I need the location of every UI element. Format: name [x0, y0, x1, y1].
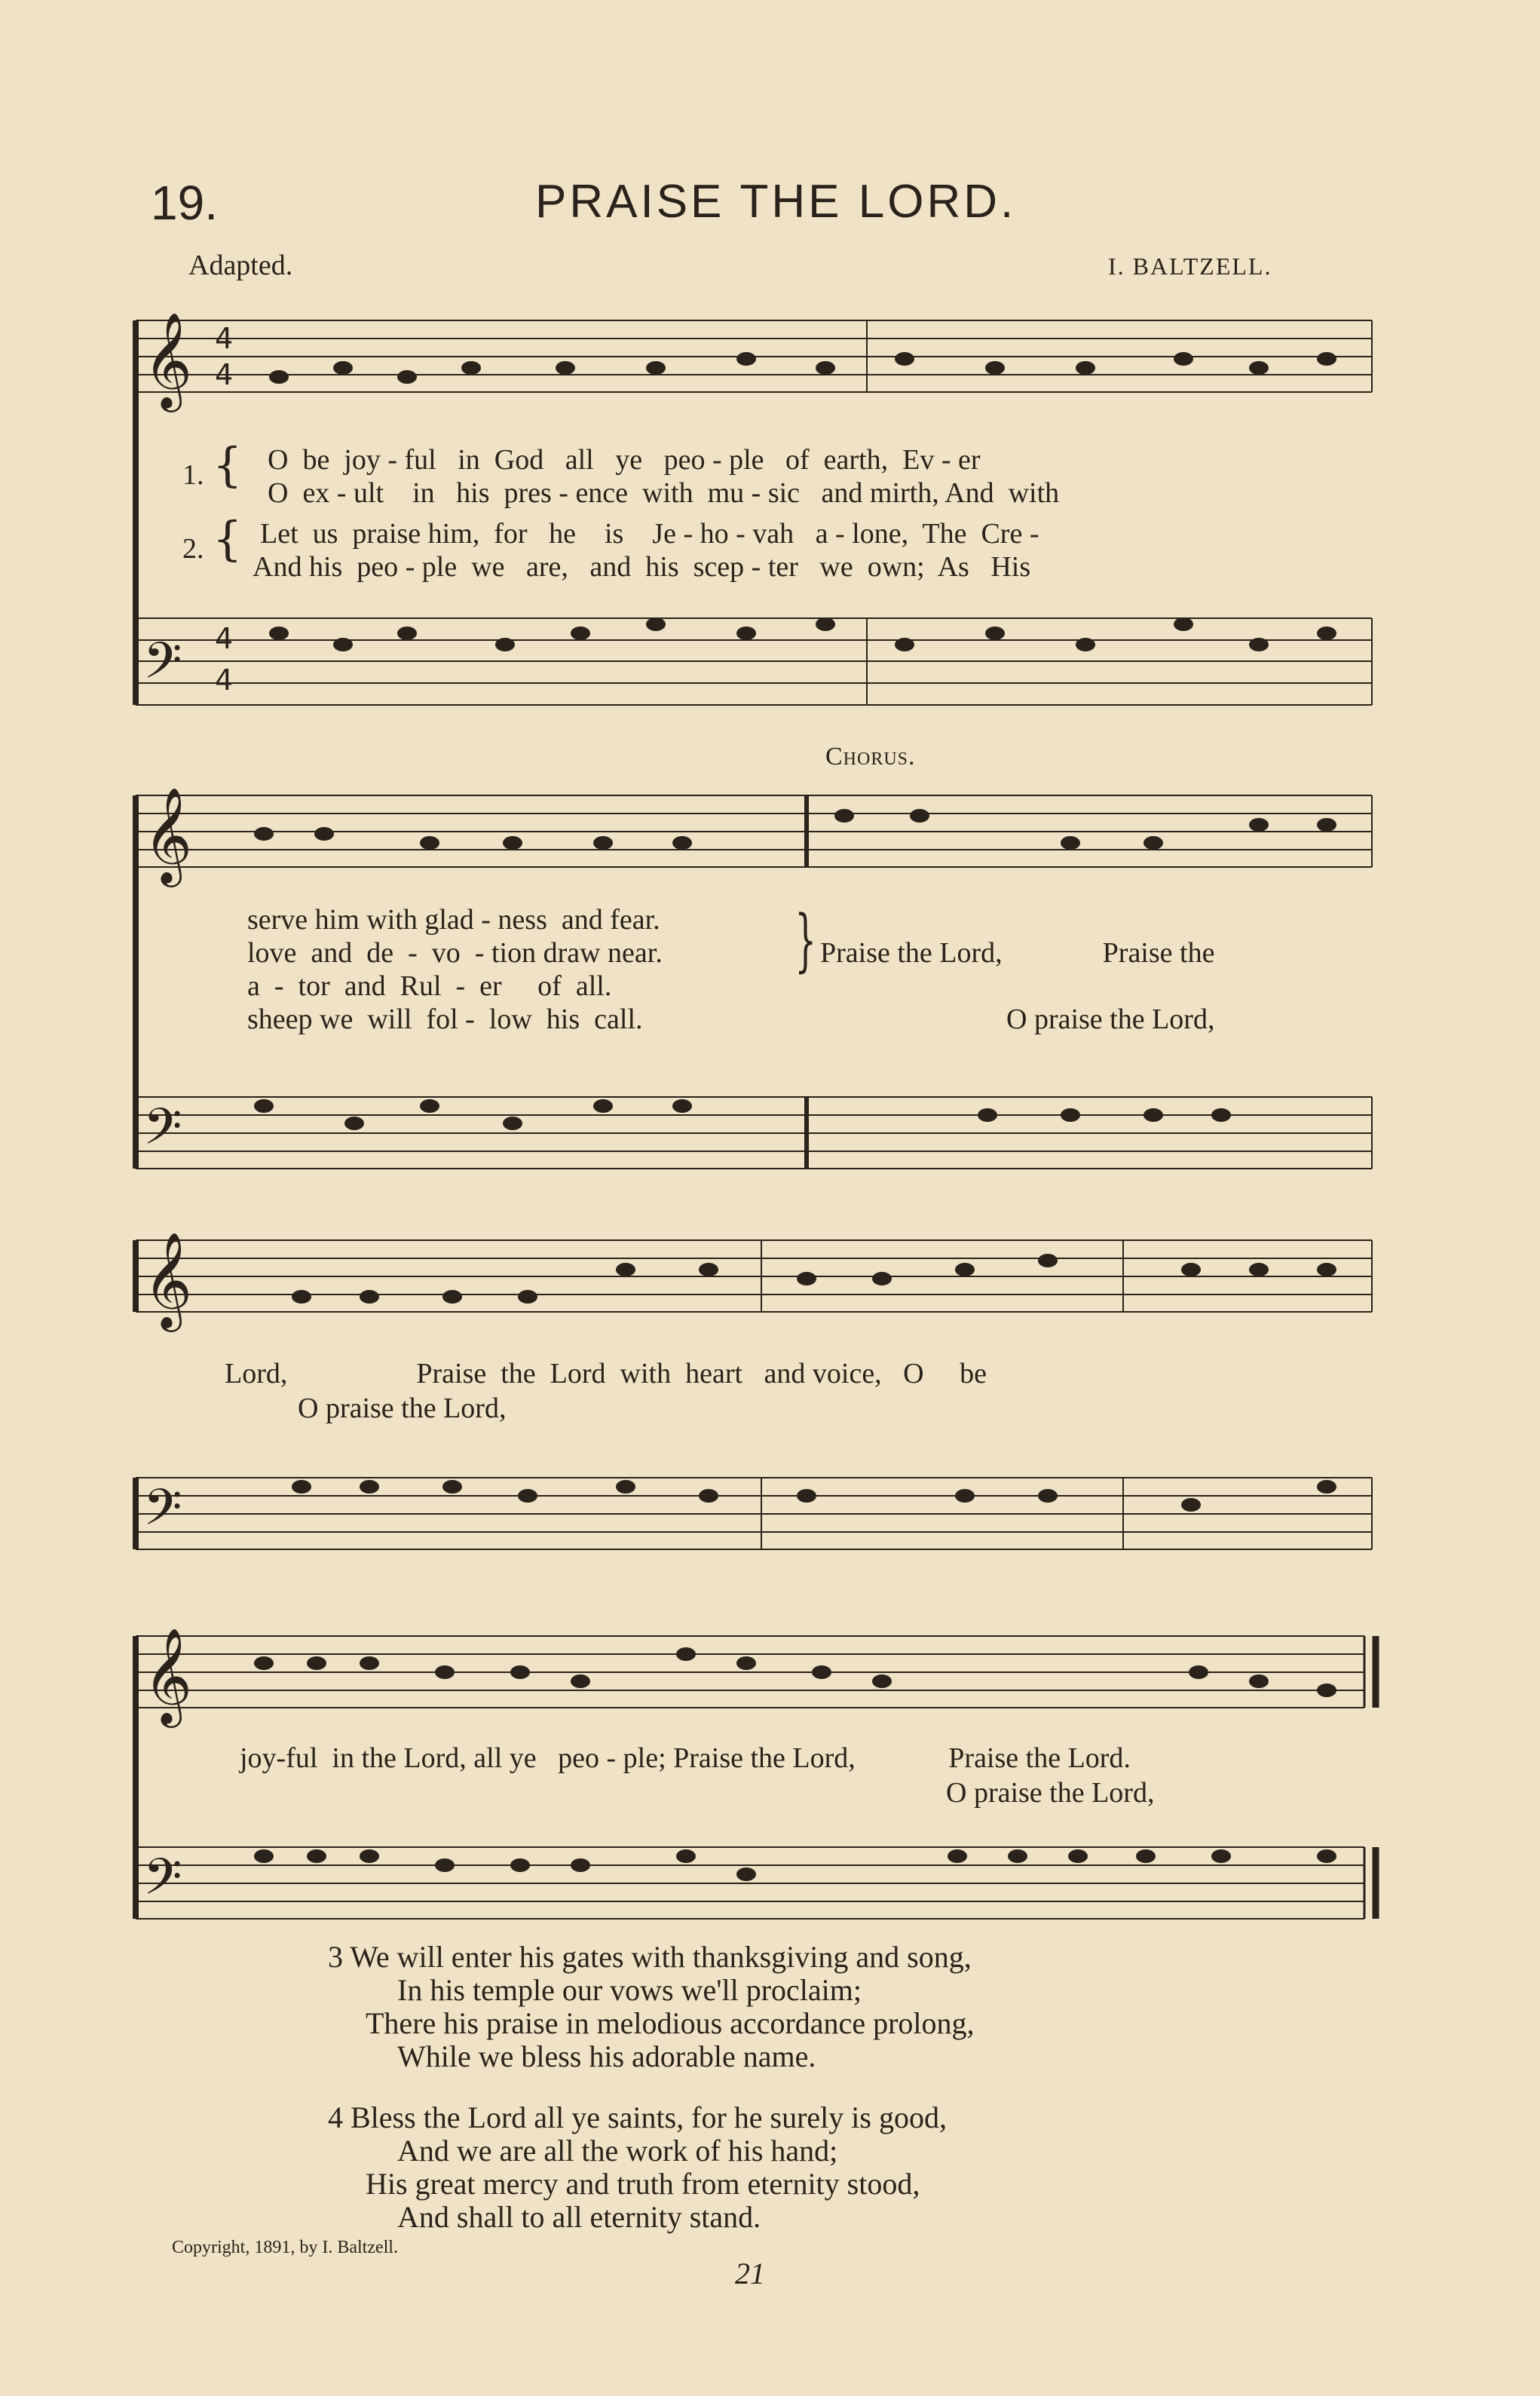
- verse-number-2: 2.: [182, 533, 204, 565]
- lyric-line: Let us praise him, for he is Je - ho - vah a - lone, The Cre -: [260, 518, 1039, 550]
- svg-text:𝄢: 𝄢: [143, 1098, 182, 1168]
- verse-brace: {: [213, 437, 243, 492]
- svg-text:𝄞: 𝄞: [143, 1231, 193, 1328]
- lyric-line: O ex - ult in his pres - ence with mu - sic and mirth, And with: [268, 477, 1060, 509]
- stanza-line: There his praise in melodious accordance prolong,: [366, 2006, 975, 2040]
- lyric-line: serve him with glad - ness and fear.: [247, 904, 660, 936]
- stanza-line: And we are all the work of his hand;: [397, 2134, 838, 2168]
- arranger-credit: Adapted.: [188, 250, 293, 281]
- chorus-label: Chorus.: [825, 743, 916, 771]
- stanza-line: In his temple our vows we'll proclaim;: [397, 1973, 862, 2007]
- chorus-lyric: O praise the Lord,: [1006, 1003, 1215, 1035]
- lyric-line: joy-ful in the Lord, all ye peo - ple; Praise the Lord, Praise the Lord.: [240, 1742, 1131, 1774]
- music-system-2: [128, 777, 1379, 1176]
- copyright-notice: Copyright, 1891, by I. Baltzell.: [172, 2238, 398, 2257]
- lyric-line: And his peo - ple we are, and his scep - ter we own; As His: [253, 551, 1031, 583]
- lyric-line: O praise the Lord,: [298, 1393, 507, 1424]
- stanza-line: While we bless his adorable name.: [397, 2039, 816, 2073]
- lyric-line: love and de - vo - tion draw near.: [247, 937, 663, 969]
- page-number: 21: [735, 2257, 765, 2290]
- svg-text:𝄢: 𝄢: [143, 1848, 182, 1918]
- composer-credit: I. BALTZELL.: [1108, 253, 1272, 280]
- svg-text:𝄞: 𝄞: [143, 311, 193, 408]
- music-system-1: [128, 302, 1379, 716]
- lyric-line: sheep we will fol - low his call.: [247, 1003, 643, 1035]
- stanza-line: His great mercy and truth from eternity stood,: [366, 2167, 920, 2201]
- stanza-line: And shall to all eternity stand.: [397, 2200, 761, 2234]
- lyric-line: a - tor and Rul - er of all.: [247, 970, 612, 1002]
- svg-text:4: 4: [215, 358, 234, 391]
- verse-number-1: 1.: [182, 459, 204, 491]
- lyric-line: Lord, Praise the Lord with heart and voice, O be: [225, 1358, 987, 1389]
- svg-text:𝄞: 𝄞: [143, 1627, 193, 1723]
- verse-brace: {: [213, 511, 243, 566]
- verse-brace: }: [794, 901, 816, 980]
- music-system-3: [128, 1221, 1379, 1583]
- lyric-line: O be joy - ful in God all ye peo - ple of earth, Ev - er: [268, 444, 981, 476]
- stanza-line: 3 We will enter his gates with thanksgiving and song,: [328, 1940, 972, 1974]
- staff-notation-4: [128, 1621, 1379, 1938]
- svg-text:4: 4: [215, 322, 234, 355]
- music-system-4: [128, 1621, 1379, 1938]
- stanza-line: 4 Bless the Lord all ye saints, for he surely is good,: [328, 2100, 947, 2134]
- svg-text:𝄞: 𝄞: [143, 786, 193, 883]
- svg-text:4: 4: [215, 663, 234, 697]
- svg-text:4: 4: [215, 622, 234, 655]
- svg-text:𝄢: 𝄢: [143, 1478, 182, 1549]
- lyric-line: O praise the Lord,: [946, 1777, 1155, 1809]
- svg-text:𝄢: 𝄢: [143, 632, 182, 702]
- hymn-title: PRAISE THE LORD.: [535, 176, 1017, 228]
- chorus-lyric: Praise the Lord, Praise the: [820, 937, 1215, 969]
- hymn-number: 19.: [151, 176, 218, 230]
